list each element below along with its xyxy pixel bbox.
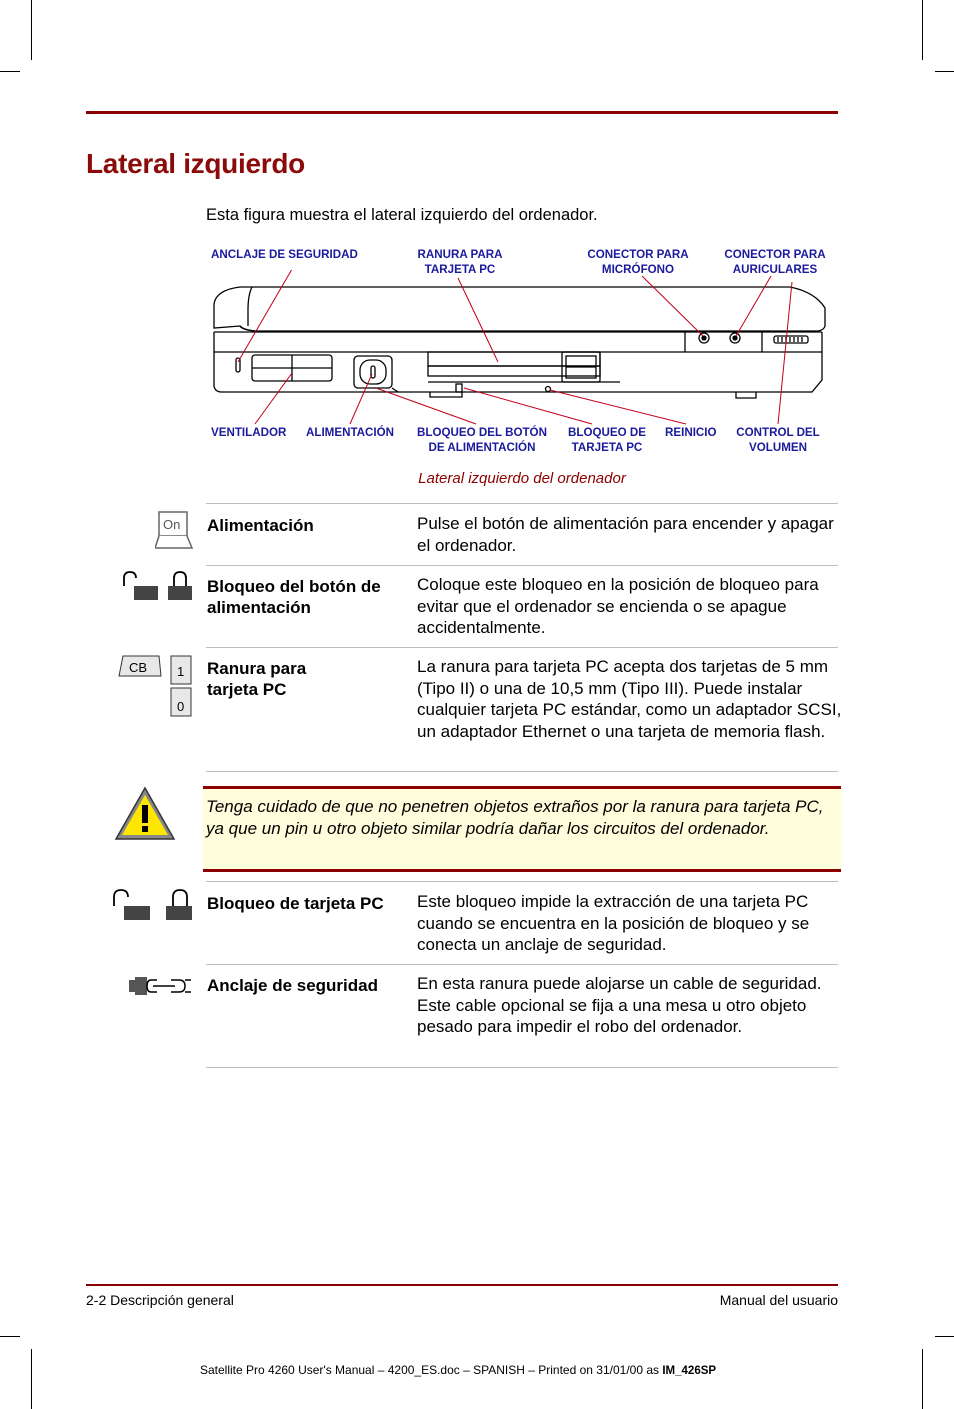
crop-mark (922, 1349, 923, 1409)
label-line: BLOQUEO DEL BOTÓN (417, 426, 547, 439)
divider (206, 503, 838, 504)
intro-text: Esta figura muestra el lateral izquierdo del ordenador. (206, 206, 598, 224)
item-desc: Coloque este bloqueo en la posición de bloqueo para evitar que el ordenador se encienda o se apague accidentalmente. (417, 575, 819, 637)
label-line: DE ALIMENTACIÓN (428, 441, 536, 454)
divider (206, 1067, 838, 1068)
header-rule (86, 111, 838, 114)
label-line: VOLUMEN (749, 441, 807, 454)
icon-label: CB (129, 660, 148, 675)
label-line: AURICULARES (732, 263, 818, 276)
item-term: Bloqueo del botón de alimentación (207, 577, 381, 617)
item-desc: En esta ranura puede alojarse un cable de seguridad. Este cable opcional se fija a una mesa u otro objeto pesado para impedir el robo del ordenador. (417, 974, 822, 1036)
divider (206, 647, 838, 648)
label-volume (728, 425, 828, 455)
pc-card-icon (117, 654, 195, 720)
item-term: Anclaje de seguridad (207, 976, 378, 995)
security-lock-icon (127, 974, 195, 998)
lock-icon (118, 570, 196, 602)
label-line: TARJETA PC (424, 263, 496, 276)
footer-right: Manual del usuario (719, 1292, 838, 1308)
divider (206, 964, 838, 965)
divider (206, 771, 838, 772)
crop-mark (0, 1336, 20, 1337)
item-term (207, 658, 306, 700)
crop-mark (0, 71, 20, 72)
page-title: Lateral izquierdo (86, 148, 305, 179)
term-line: tarjeta PC (207, 680, 287, 699)
icon-label: 0 (177, 699, 185, 714)
label-line: RANURA PARA (417, 248, 503, 261)
term-line: Ranura para (207, 659, 307, 678)
divider (206, 565, 838, 566)
crop-mark (31, 0, 32, 60)
figure-caption: Lateral izquierdo del ordenador (418, 470, 626, 487)
crop-mark (922, 0, 923, 60)
icon-label: On (163, 517, 181, 532)
item-term: Alimentación (207, 516, 314, 535)
print-info-code: IM_426SP (662, 1365, 717, 1377)
label-line: CONECTOR PARA (724, 248, 826, 261)
item-desc: Pulse el botón de alimentación para encender y apagar el ordenador. (417, 514, 834, 555)
label-power-lock (406, 425, 558, 455)
divider (206, 881, 838, 882)
label-security-anchor: ANCLAJE DE SEGURIDAD (211, 248, 358, 261)
print-info-text: Satellite Pro 4260 User's Manual – 4200_ES.doc – SPANISH – Printed on 31/01/00 as (200, 1363, 660, 1377)
lock-icon (110, 888, 196, 922)
item-desc: Este bloqueo impide la extracción de una tarjeta PC cuando se encuentra en la posición de bloqueo y se conecta un anclaje de seguridad. (417, 892, 810, 954)
laptop-left-side-figure (200, 270, 840, 430)
item-desc: La ranura para tarjeta PC acepta dos tarjetas de 5 mm (Tipo II) o una de 10,5 mm (Tipo III). Puede instalar cualquier tarjeta PC estándar, como un adaptador SCSI, un adaptador Ethernet o una tarjeta de memoria flash. (417, 657, 842, 741)
item-term: Bloqueo de tarjeta PC (207, 894, 384, 913)
label-line: BLOQUEO DE (568, 426, 646, 439)
warning-text: Tenga cuidado de que no penetren objetos extraños por la ranura para tarjeta PC, ya que un pin u otro objeto similar podría dañar los circuitos del ordenador. (206, 797, 824, 838)
warning-icon (113, 785, 177, 843)
label-power: ALIMENTACIÓN (306, 426, 395, 439)
label-line: TARJETA PC (571, 441, 643, 454)
label-line: CONTROL DEL (736, 426, 820, 439)
icon-label: 1 (177, 664, 185, 679)
label-pc-card-lock (557, 425, 657, 455)
power-on-icon (155, 510, 195, 552)
label-fan: VENTILADOR (211, 426, 287, 439)
crop-mark (935, 71, 954, 72)
print-info (200, 1363, 716, 1377)
crop-mark (31, 1349, 32, 1409)
footer-rule (86, 1284, 838, 1286)
label-reset: REINICIO (665, 426, 717, 439)
label-line: CONECTOR PARA (587, 248, 689, 261)
label-line: MICRÓFONO (601, 263, 675, 276)
crop-mark (935, 1336, 954, 1337)
footer-left: 2-2 Descripción general (86, 1292, 234, 1308)
